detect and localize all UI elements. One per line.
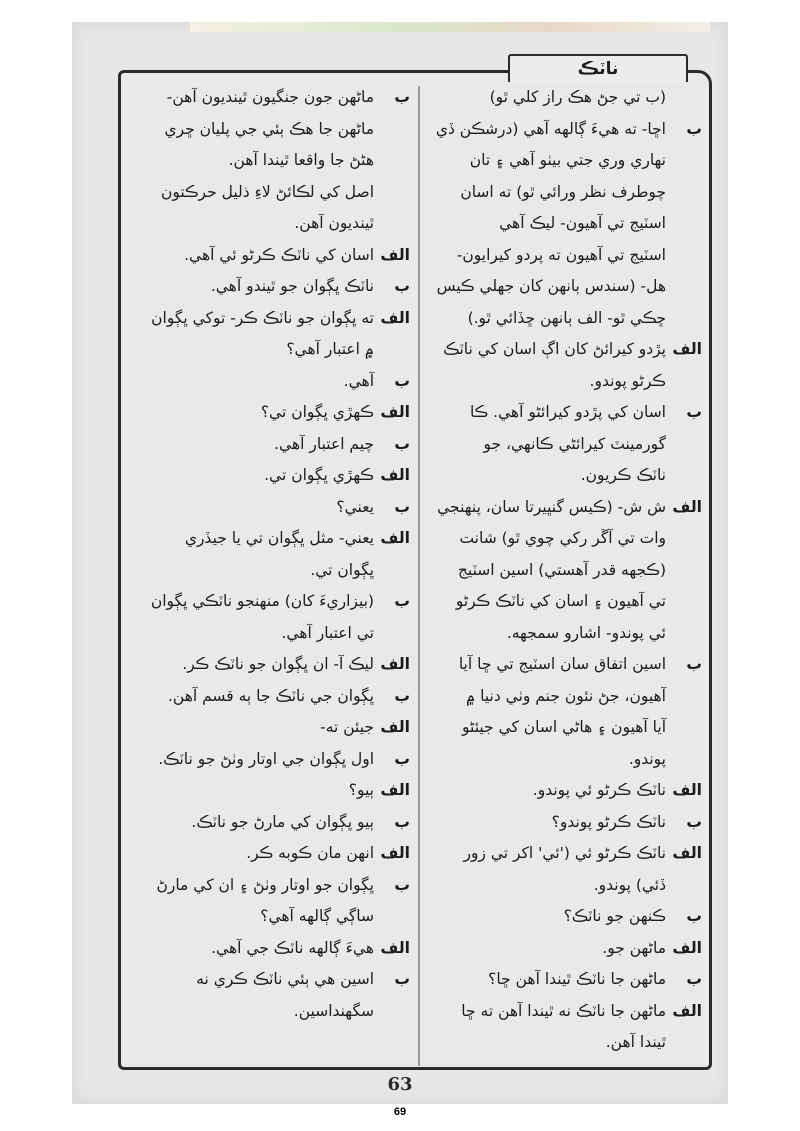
- dialogue-text: آهي.: [343, 371, 374, 390]
- speaker-label: الف: [672, 497, 702, 516]
- speaker-label: ب: [686, 907, 702, 925]
- dialogue-text: نهاري وري جتي بيٺو آهي ۽ تان: [469, 151, 666, 169]
- dialogue-text: ماڻهن جا هڪ ٻئي جي پليان ڇري: [164, 119, 374, 138]
- dialogue-text: ماڻهن جا ناٽڪ ٿيندا آهن ڇا؟: [488, 970, 666, 988]
- dialogue-text: (ڪجهه قدر آهستي) اسين اسٽيج: [457, 560, 666, 579]
- speaker-label: الف: [672, 1001, 702, 1020]
- dialogue-line: [130, 681, 410, 713]
- dialogue-line: [130, 271, 410, 303]
- dialogue-line: [430, 838, 702, 870]
- speaker-label: ب: [394, 277, 410, 295]
- dialogue-text: ٻيو ڀڳوان کي مارڻ جو ناٽڪ.: [191, 812, 374, 831]
- dialogue-text: ٿيندا آهن.: [605, 1033, 666, 1051]
- dialogue-line: [430, 208, 702, 240]
- dialogue-line: [130, 366, 410, 398]
- speaker-label: ب: [686, 970, 702, 988]
- dialogue-line: [130, 996, 410, 1028]
- speaker-label: ب: [394, 875, 410, 894]
- dialogue-line: [130, 114, 410, 146]
- speaker-label: الف: [672, 844, 702, 862]
- dialogue-text: ش ش- (ڪيس گنڀيرتا سان، پنهنجي: [437, 497, 666, 516]
- dialogue-line: [430, 586, 702, 618]
- dialogue-text: يعني؟: [336, 497, 374, 516]
- dialogue-line: [130, 303, 410, 335]
- dialogue-text: گورمينٽ کيرائڻي ڪانهي، جو: [483, 434, 666, 453]
- dialogue-text: هڻڻ جا واقعا ٿيندا آهن.: [228, 151, 374, 169]
- speaker-label: الف: [380, 781, 410, 799]
- dialogue-line: [130, 240, 410, 272]
- dialogue-text: ڪرڻو پوندو.: [589, 371, 666, 390]
- dialogue-line: [130, 901, 410, 933]
- speaker-label: الف: [672, 938, 702, 957]
- page-number: 63: [387, 1074, 413, 1095]
- speaker-label: ب: [394, 592, 410, 610]
- dialogue-text: يعني- مثل ڀڳوان تي يا جيڏري: [184, 529, 374, 547]
- running-header: ناٽڪ: [508, 54, 688, 82]
- speaker-label: الف: [672, 781, 702, 799]
- dialogue-text: اڇا- ته هيءَ ڳالهه آهي (درشڪن ڏي: [435, 119, 666, 138]
- speaker-label: ب: [394, 749, 410, 768]
- speaker-label: الف: [380, 529, 410, 547]
- dialogue-line: [430, 366, 702, 398]
- dialogue-text: ناٽڪ ڪريون.: [580, 466, 666, 484]
- dialogue-line: [430, 807, 702, 839]
- dialogue-text: وات تي آڱر رکي چوي ٿو) شانت: [459, 529, 666, 547]
- speaker-label: الف: [380, 308, 410, 327]
- left-column: [130, 82, 410, 1027]
- dialogue-line: [130, 492, 410, 524]
- dialogue-text: چوطرف نظر ورائي ٿو) ته اسان: [460, 182, 666, 201]
- speaker-label: ب: [686, 403, 702, 421]
- speaker-label: الف: [380, 938, 410, 957]
- dialogue-line: [430, 901, 702, 933]
- dialogue-text: تي آهيون ۽ اسان کي ناٽڪ ڪرڻو: [455, 592, 666, 610]
- dialogue-line: [130, 744, 410, 776]
- speaker-label: ب: [686, 119, 702, 138]
- dialogue-text: اسٽيج تي آهيون- ليڪ آهي: [499, 214, 666, 232]
- dialogue-text: ماڻهن جون جنگيون ٿينديون آهن-: [166, 88, 374, 106]
- dialogue-text: (بيزاريءَ کان) منهنجو ناٽڪي ڀڳوان: [150, 592, 374, 610]
- dialogue-text: ساڳي ڳالهه آهي؟: [260, 907, 374, 925]
- dialogue-line: [130, 555, 410, 587]
- column-divider: [418, 86, 420, 1066]
- dialogue-text: آهيون، جڻ نئون جنم وٺي دنيا ۾: [466, 686, 666, 705]
- speaker-label: الف: [380, 718, 410, 736]
- dialogue-text: اسان کي پڙدو کيرائڻو آهي. ڪا: [469, 403, 666, 421]
- dialogue-text: ڪهڙي ڀڳوان تي.: [264, 466, 374, 484]
- dialogue-line: [430, 492, 702, 524]
- dialogue-line: [430, 145, 702, 177]
- speaker-label: ب: [394, 88, 410, 106]
- dialogue-text: پوندو.: [628, 749, 666, 768]
- dialogue-text: سگهنداسين.: [293, 1001, 374, 1020]
- dialogue-line: [130, 334, 410, 366]
- dialogue-line: [130, 933, 410, 965]
- speaker-label: ب: [394, 970, 410, 988]
- dialogue-line: [130, 775, 410, 807]
- scan-page-number: 69: [393, 1106, 407, 1118]
- dialogue-line: [430, 618, 702, 650]
- dialogue-line: [130, 838, 410, 870]
- dialogue-text: ڪنهن جو ناٽڪ؟: [563, 907, 666, 925]
- dialogue-text: ته ڀڳوان جو ناٽڪ ڪر- توکي ڀڳوان: [151, 308, 374, 327]
- dialogue-line: [130, 523, 410, 555]
- speaker-label: ب: [394, 497, 410, 516]
- dialogue-line: [430, 303, 702, 335]
- speaker-label: الف: [380, 466, 410, 484]
- speaker-label: الف: [380, 655, 410, 673]
- dialogue-text: اسٽيج تي آهيون ته پردو کيرايون-: [456, 245, 666, 264]
- dialogue-text: ماڻهن جو.: [602, 938, 666, 957]
- dialogue-line: [430, 712, 702, 744]
- dialogue-text: اول ڀڳوان جي اوتار وٺڻ جو ناٽڪ.: [158, 749, 374, 768]
- dialogue-line: [430, 240, 702, 272]
- dialogue-line: [430, 933, 702, 965]
- dialogue-text: اسين اتفاق سان اسٽيج تي ڇا آيا: [458, 655, 666, 673]
- dialogue-line: [430, 523, 702, 555]
- dialogue-text: ڪهڙي ڀڳوان تي؟: [260, 403, 374, 421]
- speaker-label: ب: [394, 686, 410, 705]
- dialogue-text: آيا آهيون ۽ هاڻي اسان کي جيئڻو: [462, 718, 666, 736]
- dialogue-line: [130, 397, 410, 429]
- dialogue-text: چيم اعتبار آهي.: [274, 434, 374, 453]
- dialogue-text: جيئن ته-: [320, 718, 374, 736]
- dialogue-line: [130, 145, 410, 177]
- dialogue-text: ڇڪي ٿو- الف ٻانهن ڇڏائي ٿو.): [467, 308, 666, 327]
- dialogue-text: اسان کي ناٽڪ ڪرڻو ئي آهي.: [184, 245, 374, 264]
- dialogue-line: [430, 429, 702, 461]
- dialogue-text: ٿينديون آهن.: [294, 214, 374, 232]
- dialogue-text: ڏئي) پوندو.: [593, 875, 666, 894]
- dialogue-text: ٻيو؟: [348, 781, 374, 799]
- speaker-label: الف: [672, 340, 702, 358]
- cover-edge: [190, 22, 710, 32]
- dialogue-line: [430, 334, 702, 366]
- dialogue-text: ناٽڪ ڪرڻو ئي ('ئي' اکر تي زور: [463, 844, 666, 862]
- speaker-label: ب: [686, 655, 702, 673]
- dialogue-line: [430, 775, 702, 807]
- dialogue-text: ليڪ آ- ان ڀڳوان جو ناٽڪ ڪر.: [182, 655, 374, 673]
- dialogue-text: ئي پوندو- اشارو سمجهه.: [506, 623, 666, 642]
- dialogue-line: [430, 870, 702, 902]
- dialogue-line: [130, 964, 410, 996]
- dialogue-line: [130, 429, 410, 461]
- dialogue-line: [130, 649, 410, 681]
- dialogue-line: [430, 460, 702, 492]
- right-column: [430, 82, 702, 1059]
- dialogue-line: [430, 271, 702, 303]
- dialogue-line: [130, 586, 410, 618]
- dialogue-line: [430, 177, 702, 209]
- dialogue-text: ناٽڪ ڪرڻو ئي پوندو.: [532, 781, 666, 799]
- speaker-label: ب: [686, 812, 702, 831]
- dialogue-line: [130, 618, 410, 650]
- dialogue-line: [430, 649, 702, 681]
- dialogue-line: [430, 555, 702, 587]
- speaker-label: الف: [380, 403, 410, 421]
- dialogue-line: [130, 208, 410, 240]
- speaker-label: الف: [380, 844, 410, 862]
- dialogue-text: اسين هي ٻئي ناٽڪ ڪري نه: [196, 970, 374, 988]
- dialogue-line: [430, 82, 702, 114]
- dialogue-line: [430, 397, 702, 429]
- dialogue-text: ماڻهن جا ناٽڪ نه ٿيندا آهن ته ڇا: [461, 1001, 666, 1020]
- dialogue-line: [130, 712, 410, 744]
- dialogue-text: پڙدو کيرائڻ کان اڳ اسان کي ناٽڪ: [443, 340, 666, 358]
- dialogue-text: هل- (سندس ٻانهن کان جهلي ڪيس: [436, 277, 666, 295]
- dialogue-line: [130, 460, 410, 492]
- dialogue-line: [430, 964, 702, 996]
- speaker-label: ب: [394, 371, 410, 390]
- dialogue-line: [130, 82, 410, 114]
- speaker-label: الف: [380, 245, 410, 264]
- dialogue-line: [130, 807, 410, 839]
- speaker-label: ب: [394, 434, 410, 453]
- dialogue-text: انهن مان ڪوبه ڪر.: [246, 844, 374, 862]
- dialogue-text: ڀڳوان جي ناٽڪ جا ٻه قسم آهن.: [167, 686, 374, 705]
- dialogue-text: هيءَ ڳالهه ناٽڪ جي آهي.: [211, 938, 374, 957]
- dialogue-text: تي اعتبار آهي.: [281, 623, 374, 642]
- dialogue-text: اصل کي لڪائڻ لاءِ ذليل حرڪتون: [161, 182, 374, 201]
- dialogue-line: [430, 114, 702, 146]
- dialogue-line: [130, 177, 410, 209]
- dialogue-text: ناٽڪ ڀڳوان جو ٿيندو آهي.: [210, 277, 374, 295]
- dialogue-line: [430, 1027, 702, 1059]
- dialogue-text: ڀڳوان تي.: [310, 560, 374, 579]
- dialogue-line: [130, 870, 410, 902]
- dialogue-text: ۾ اعتبار آهي؟: [286, 340, 374, 358]
- dialogue-line: [430, 744, 702, 776]
- dialogue-line: [430, 996, 702, 1028]
- dialogue-text: (ب تي جڻ هڪ راز کلي ٿو): [489, 88, 666, 106]
- dialogue-line: [430, 681, 702, 713]
- dialogue-text: ناٽڪ ڪرڻو پوندو؟: [551, 812, 666, 831]
- speaker-label: ب: [394, 812, 410, 831]
- dialogue-text: ڀڳوان جو اوتار وٺڻ ۽ ان کي مارڻ: [156, 875, 374, 894]
